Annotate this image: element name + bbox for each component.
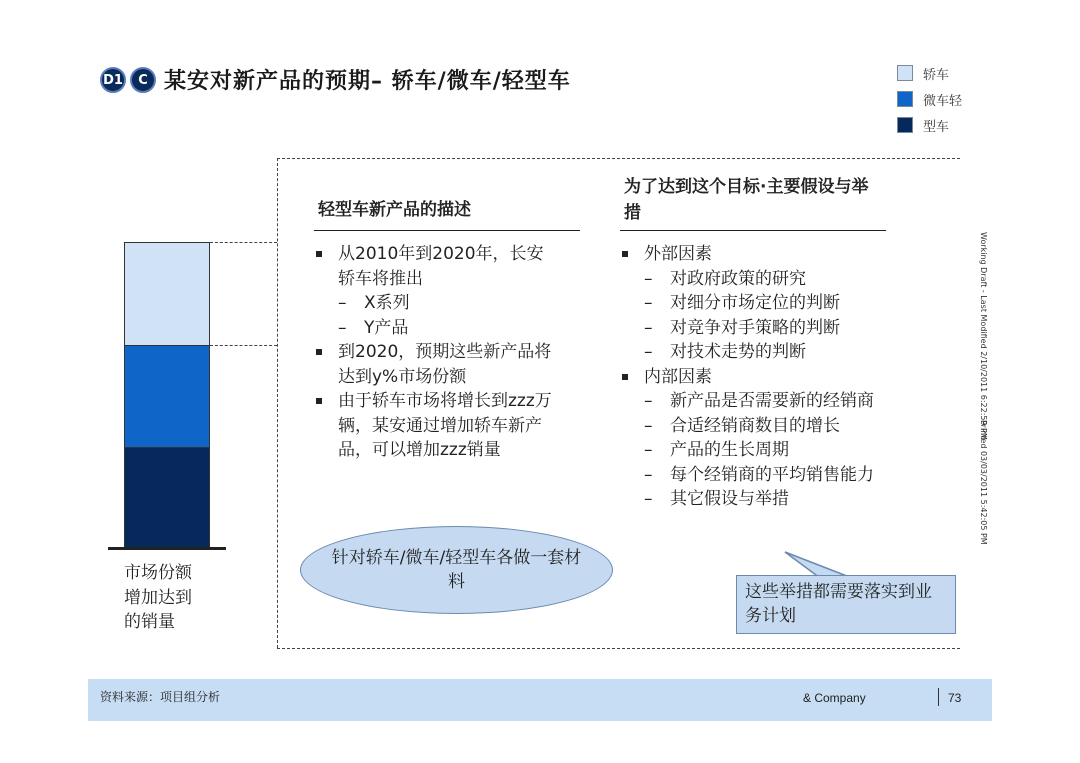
legend-item-minicar (897, 86, 962, 112)
right-column-list (620, 242, 882, 512)
legend-item-lightduty (897, 112, 962, 138)
list-subitem: – 对细分市场定位的判断 (620, 291, 882, 316)
left-column-list (314, 242, 554, 463)
action-callout (736, 575, 956, 634)
materials-ellipse (300, 526, 613, 614)
legend (897, 60, 962, 138)
legend-label: 微车轻 (923, 93, 963, 109)
footer-company: & Company (803, 691, 866, 705)
left-column-rule (314, 230, 580, 231)
right-column-heading: 为了达到这个目标·主要假设与举措 (624, 177, 869, 223)
frame-left (277, 158, 278, 648)
page-number: 73 (948, 691, 962, 705)
legend-swatch-lightduty (897, 117, 913, 133)
left-column-heading: 轻型车新产品的描述 (318, 200, 471, 220)
list-subitem: – X系列 (314, 291, 554, 316)
right-column-rule (620, 230, 886, 231)
page-title: 某安对新产品的预期– 轿车/微车/轻型车 (164, 69, 571, 94)
list-item: 由于轿车市场将增长到zzz万辆，某安通过增加轿车新产品，可以增加zzz销量 (314, 389, 554, 463)
bar-caption (124, 561, 192, 635)
bar-baseline (108, 547, 226, 550)
section-badge-c: C (130, 67, 156, 93)
list-subitem: – 合适经销商数目的增长 (620, 414, 882, 439)
list-subitem: – 产品的生长周期 (620, 438, 882, 463)
list-item: 到2020，预期这些新产品将达到y%市场份额 (314, 340, 554, 389)
printed-date-text: Printed 03/03/2011 5:42:05 PM (979, 420, 988, 545)
list-item: 从2010年到2020年，长安轿车将推出 (314, 242, 554, 291)
bar-caption-line: 增加达到 (124, 587, 192, 608)
list-subitem: – 对政府政策的研究 (620, 267, 882, 292)
bar-segment-lightduty (124, 447, 210, 548)
legend-item-sedan (897, 60, 962, 86)
connector-mid (210, 345, 277, 346)
bar-caption-line: 的销量 (124, 612, 175, 632)
footer-divider (938, 688, 939, 706)
list-item: 内部因素 (620, 365, 882, 390)
list-subitem: – 对技术走势的判断 (620, 340, 882, 365)
frame-bottom (277, 648, 960, 649)
footer-source: 资料来源：项目组分析 (100, 690, 221, 704)
legend-label: 轿车 (923, 67, 950, 83)
draft-modified-text: Working Draft - Last Modified 2/10/2011 6:22:59 PM (979, 232, 988, 440)
connector-top (210, 242, 277, 243)
ellipse-text: 针对轿车/微车/轻型车各做一套材料 (331, 548, 582, 592)
bar-segment-sedan (124, 242, 210, 346)
callout-text: 这些举措都需要落实到业务计划 (745, 582, 932, 626)
section-badge-d1: D1 (100, 67, 126, 93)
frame-top (277, 158, 960, 159)
list-subitem: – 新产品是否需要新的经销商 (620, 389, 882, 414)
bar-segment-minicar (124, 345, 210, 448)
stacked-bar (124, 242, 210, 548)
list-subitem: – 其它假设与举措 (620, 487, 882, 512)
list-subitem: – 每个经销商的平均销售能力 (620, 463, 882, 488)
legend-label: 型车 (923, 119, 950, 135)
list-subitem: – Y产品 (314, 316, 554, 341)
bar-caption-line: 市场份额 (124, 563, 192, 583)
list-subitem: – 对竞争对手策略的判断 (620, 316, 882, 341)
legend-swatch-sedan (897, 65, 913, 81)
legend-swatch-minicar (897, 91, 913, 107)
list-item: 外部因素 (620, 242, 882, 267)
